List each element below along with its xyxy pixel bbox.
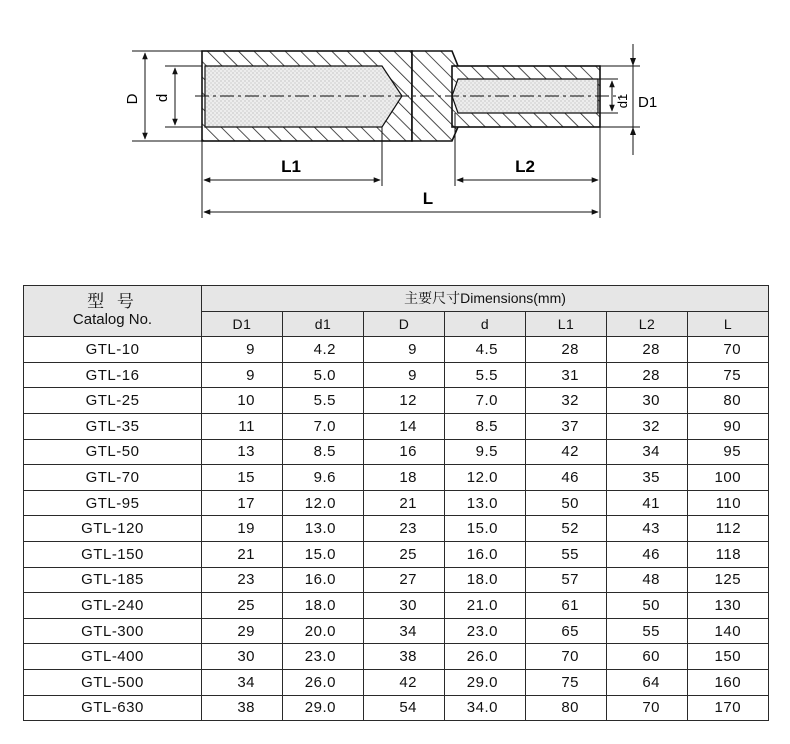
dimension-value-cell: 80 <box>526 695 607 721</box>
dimension-value-cell: 64 <box>607 669 688 695</box>
dimension-value-cell: 41 <box>607 490 688 516</box>
dimension-value-cell: 95 <box>688 439 769 465</box>
dimension-value-cell: 60 <box>607 644 688 670</box>
table-row <box>24 669 769 695</box>
dimension-value-cell: 7.0 <box>283 413 364 439</box>
dimension-value-cell: 35 <box>607 465 688 491</box>
catalog-number-cell: GTL-500 <box>24 669 202 695</box>
dimension-value-cell: 15 <box>202 465 283 491</box>
dimension-value-cell: 9.5 <box>445 439 526 465</box>
dimension-value-cell: 18.0 <box>283 593 364 619</box>
dimension-value-cell: 170 <box>688 695 769 721</box>
dimension-value-cell: 65 <box>526 618 607 644</box>
dimensions-table <box>23 285 769 721</box>
model-header-en: Catalog No. <box>72 311 153 329</box>
dimension-value-cell: 26.0 <box>283 669 364 695</box>
model-header-cn: 型 号 <box>87 292 138 312</box>
dimension-value-cell: 80 <box>688 388 769 414</box>
dimension-value-cell: 46 <box>607 541 688 567</box>
dimension-value-cell: 10 <box>202 388 283 414</box>
dimension-value-cell: 13.0 <box>445 490 526 516</box>
catalog-number-cell: GTL-16 <box>24 362 202 388</box>
table-row <box>24 388 769 414</box>
dimension-value-cell: 70 <box>607 695 688 721</box>
dimension-value-cell: 5.5 <box>283 388 364 414</box>
table-row <box>24 337 769 363</box>
catalog-number-cell: GTL-95 <box>24 490 202 516</box>
dimension-value-cell: 5.0 <box>283 362 364 388</box>
catalog-number-cell: GTL-400 <box>24 644 202 670</box>
column-header: d <box>445 311 526 337</box>
dimension-value-cell: 34.0 <box>445 695 526 721</box>
dimension-value-cell: 19 <box>202 516 283 542</box>
dimension-value-cell: 70 <box>526 644 607 670</box>
dimension-value-cell: 46 <box>526 465 607 491</box>
header-row-top <box>24 286 769 312</box>
dimension-value-cell: 23 <box>364 516 445 542</box>
dimension-value-cell: 8.5 <box>283 439 364 465</box>
dimension-value-cell: 27 <box>364 567 445 593</box>
table-row <box>24 490 769 516</box>
dimension-value-cell: 4.2 <box>283 337 364 363</box>
dimension-value-cell: 30 <box>364 593 445 619</box>
dimension-value-cell: 28 <box>526 337 607 363</box>
table-row <box>24 465 769 491</box>
dimension-value-cell: 26.0 <box>445 644 526 670</box>
dimension-value-cell: 43 <box>607 516 688 542</box>
dimension-value-cell: 118 <box>688 541 769 567</box>
dimension-value-cell: 29.0 <box>283 695 364 721</box>
table-row <box>24 618 769 644</box>
dimension-value-cell: 29 <box>202 618 283 644</box>
dimension-value-cell: 21 <box>364 490 445 516</box>
dimension-value-cell: 50 <box>607 593 688 619</box>
dimension-value-cell: 70 <box>688 337 769 363</box>
column-header: L2 <box>607 311 688 337</box>
dimension-value-cell: 140 <box>688 618 769 644</box>
dimension-value-cell: 112 <box>688 516 769 542</box>
terminal-drawing <box>0 0 790 250</box>
dimension-value-cell: 38 <box>364 644 445 670</box>
dimension-value-cell: 42 <box>526 439 607 465</box>
dimension-value-cell: 13.0 <box>283 516 364 542</box>
dimension-value-cell: 16.0 <box>283 567 364 593</box>
dimension-value-cell: 23.0 <box>445 618 526 644</box>
column-header: L1 <box>526 311 607 337</box>
dimensions-header: 主要尺寸Dimensions(mm) <box>202 286 769 312</box>
dimension-value-cell: 7.0 <box>445 388 526 414</box>
dimension-value-cell: 8.5 <box>445 413 526 439</box>
dimension-value-cell: 61 <box>526 593 607 619</box>
dimension-value-cell: 17 <box>202 490 283 516</box>
dimension-value-cell: 9 <box>364 362 445 388</box>
dimension-value-cell: 28 <box>607 337 688 363</box>
dimension-value-cell: 32 <box>526 388 607 414</box>
dimension-value-cell: 125 <box>688 567 769 593</box>
catalog-number-cell: GTL-240 <box>24 593 202 619</box>
label-d1: d1 <box>615 93 630 109</box>
dimension-value-cell: 34 <box>202 669 283 695</box>
catalog-number-cell: GTL-185 <box>24 567 202 593</box>
dimension-value-cell: 20.0 <box>283 618 364 644</box>
dimension-value-cell: 90 <box>688 413 769 439</box>
dimension-value-cell: 55 <box>607 618 688 644</box>
dimension-value-cell: 55 <box>526 541 607 567</box>
dimension-value-cell: 34 <box>364 618 445 644</box>
dimension-value-cell: 29.0 <box>445 669 526 695</box>
dimension-value-cell: 160 <box>688 669 769 695</box>
catalog-number-cell: GTL-300 <box>24 618 202 644</box>
dimension-value-cell: 57 <box>526 567 607 593</box>
dimension-value-cell: 14 <box>364 413 445 439</box>
dimension-value-cell: 15.0 <box>445 516 526 542</box>
table-row <box>24 644 769 670</box>
label-D1: D1 <box>638 94 658 111</box>
dimension-value-cell: 75 <box>526 669 607 695</box>
dimension-value-cell: 13 <box>202 439 283 465</box>
column-header: D <box>364 311 445 337</box>
dimension-value-cell: 9.6 <box>283 465 364 491</box>
catalog-number-cell: GTL-35 <box>24 413 202 439</box>
dimension-value-cell: 11 <box>202 413 283 439</box>
label-D: D <box>124 93 141 105</box>
table-row <box>24 593 769 619</box>
dimension-value-cell: 12 <box>364 388 445 414</box>
catalog-number-cell: GTL-10 <box>24 337 202 363</box>
column-header: d1 <box>283 311 364 337</box>
dimension-value-cell: 130 <box>688 593 769 619</box>
dimension-value-cell: 52 <box>526 516 607 542</box>
label-L2: L2 <box>515 157 535 176</box>
dimension-value-cell: 31 <box>526 362 607 388</box>
dimension-value-cell: 28 <box>607 362 688 388</box>
dimension-value-cell: 38 <box>202 695 283 721</box>
dimension-value-cell: 9 <box>364 337 445 363</box>
catalog-number-cell: GTL-25 <box>24 388 202 414</box>
dimension-value-cell: 34 <box>607 439 688 465</box>
table-row <box>24 439 769 465</box>
dimension-value-cell: 16 <box>364 439 445 465</box>
dimension-value-cell: 42 <box>364 669 445 695</box>
dimension-value-cell: 54 <box>364 695 445 721</box>
dimension-value-cell: 23 <box>202 567 283 593</box>
dimension-value-cell: 25 <box>364 541 445 567</box>
dimension-value-cell: 9 <box>202 362 283 388</box>
dimension-value-cell: 21.0 <box>445 593 526 619</box>
model-header-cell <box>24 286 202 337</box>
catalog-number-cell: GTL-70 <box>24 465 202 491</box>
dimension-value-cell: 50 <box>526 490 607 516</box>
label-L1: L1 <box>281 157 301 176</box>
catalog-number-cell: GTL-150 <box>24 541 202 567</box>
dimension-value-cell: 9 <box>202 337 283 363</box>
table-row <box>24 413 769 439</box>
dimension-value-cell: 16.0 <box>445 541 526 567</box>
dimension-value-cell: 32 <box>607 413 688 439</box>
dimension-value-cell: 21 <box>202 541 283 567</box>
column-header: L <box>688 311 769 337</box>
table-row <box>24 516 769 542</box>
dimension-value-cell: 100 <box>688 465 769 491</box>
table-row <box>24 362 769 388</box>
dimension-value-cell: 25 <box>202 593 283 619</box>
table-row <box>24 695 769 721</box>
dimension-value-cell: 30 <box>607 388 688 414</box>
dimension-value-cell: 37 <box>526 413 607 439</box>
dimension-value-cell: 18.0 <box>445 567 526 593</box>
dimension-value-cell: 12.0 <box>445 465 526 491</box>
catalog-number-cell: GTL-50 <box>24 439 202 465</box>
dimension-value-cell: 48 <box>607 567 688 593</box>
dimension-value-cell: 150 <box>688 644 769 670</box>
dimension-value-cell: 110 <box>688 490 769 516</box>
column-header: D1 <box>202 311 283 337</box>
catalog-number-cell: GTL-630 <box>24 695 202 721</box>
table-row <box>24 567 769 593</box>
label-L: L <box>422 189 434 208</box>
dimension-value-cell: 15.0 <box>283 541 364 567</box>
table-row <box>24 541 769 567</box>
dimension-value-cell: 12.0 <box>283 490 364 516</box>
dimension-value-cell: 4.5 <box>445 337 526 363</box>
dimension-value-cell: 23.0 <box>283 644 364 670</box>
dimension-value-cell: 18 <box>364 465 445 491</box>
label-d: d <box>154 93 171 103</box>
catalog-number-cell: GTL-120 <box>24 516 202 542</box>
dimension-value-cell: 75 <box>688 362 769 388</box>
dimension-value-cell: 30 <box>202 644 283 670</box>
dimension-value-cell: 5.5 <box>445 362 526 388</box>
